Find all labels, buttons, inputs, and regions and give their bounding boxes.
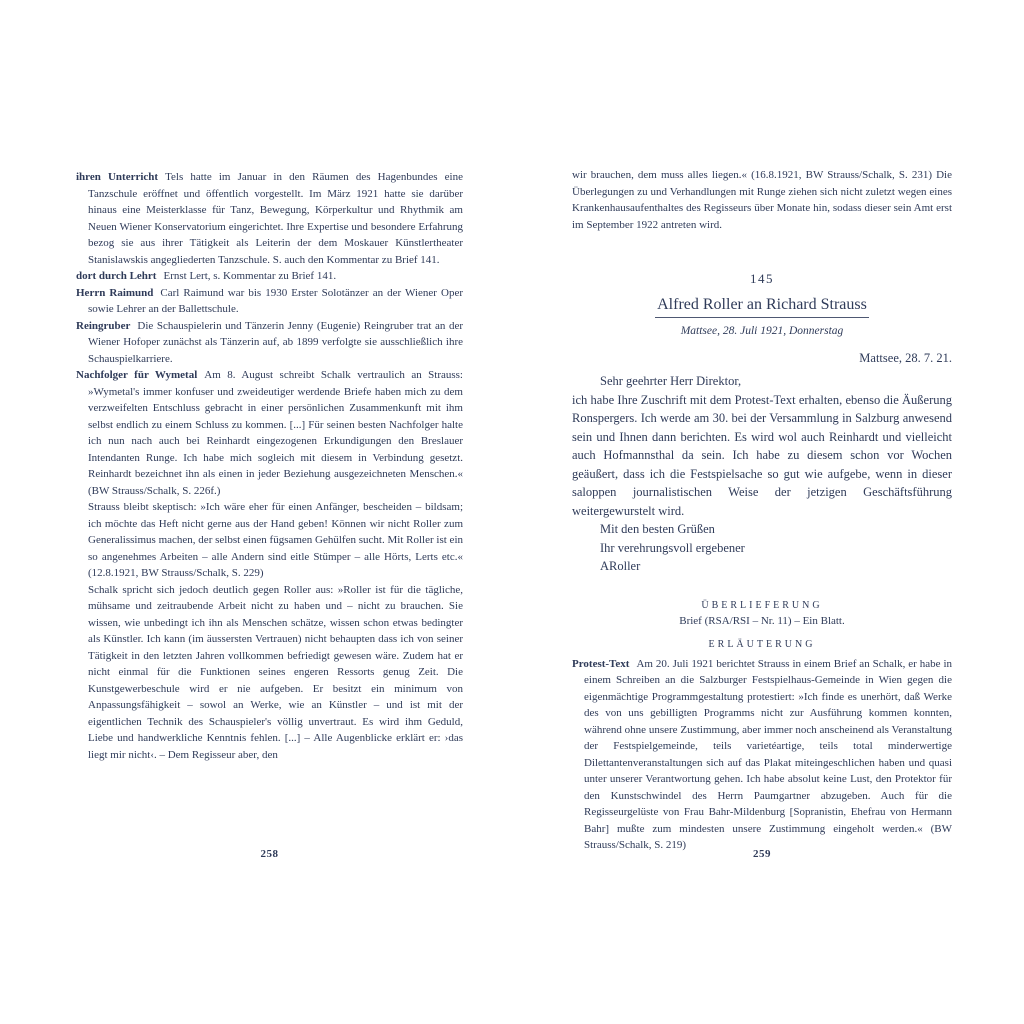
commentary-paragraph — [76, 367, 463, 499]
left-page — [76, 169, 463, 763]
entry-lemma: Nachfolger für Wymetal — [76, 369, 198, 381]
ueberlieferung-text: Brief (RSA/RSI – Nr. 11) – Ein Blatt. — [679, 614, 845, 627]
ueberlieferung-heading: ÜBERLIEFERUNG — [701, 599, 823, 611]
entry-text: Am 20. Juli 1921 berichtet Strauss in einem Brief an Schalk, er habe in einem Schreiben an die Salzburger Festspielhaus-Gemeinde in Wien gegen die eigenmächtige Programmgestaltung protestiert: »Ich finde es unerhört, daß Werke des von uns gebilligten Programms nicht zur Ausführung kommen konnten, während ohne unsere Zustimmung, aber immer noch anscheinend als Veranstaltung der Festspielgemeinde, teils varietéartige, teils total minderwertige Dilettantenveranstaltungen sich auf das Plakat miteingeschlichen haben und quasi unter unserer Verantwortung gehen. Ich habe absolut keine Lust, den Protektor für den Kunstschwindel des Herrn Paumgartner abzugeben. Auch für die Regisseurgelüste von Frau Bahr-Mildenburg [Sopranistin, Ehefrau von Hermann Bahr] mußte zum mindesten unsere Zustimmung eingeholt werden.« (BW Strauss/Schalk, S. 219) — [584, 657, 952, 851]
letter-dateline: Mattsee, 28. Juli 1921, Donnerstag — [680, 325, 844, 337]
commentary-paragraph — [76, 318, 463, 368]
commentary-paragraph — [76, 285, 463, 318]
entry-lemma: Reingruber — [76, 319, 131, 332]
page-number-right: 259 — [753, 848, 771, 860]
letter-closing-line: Ihr verehrungsvoll ergebener — [600, 540, 745, 555]
entry-lemma: Protest-Text — [572, 657, 630, 670]
letter-salutation: Sehr geehrter Herr Direktor, — [600, 374, 742, 388]
letter-signature: ARoller — [600, 559, 641, 573]
page-number-left: 258 — [260, 848, 279, 860]
entry-text: Tels hatte im Januar in den Räumen des Hagenbundes eine Tanzschule eröffnet und öffentlich vorgestellt. Im März 1921 hatte sie darüber hinaus eine Meisterklasse für Tanz, Bewegung, Körperkultur und Rhythmik am Neuen Wiener Konservatorium eingerichtet. Ihre Expertise und besondere Erfahrung bezog sie aus ihrer Tätigkeit als Leiterin der dem Moskauer Künstlertheater Stanislawskis angegliederten Tanzschule. S. auch den Kommentar zu Brief 141. — [88, 171, 463, 266]
commentary-entry — [76, 285, 463, 318]
letter-closing-line: Mit den besten Grüßen — [600, 522, 715, 536]
commentary-entry — [76, 318, 463, 368]
letter-place-date: Mattsee, 28. 7. 21. — [859, 351, 952, 365]
letter-text: ich habe Ihre Zuschrift mit dem Protest-Text erhalten, ebenso die Äußerung Ronspergers. Ich werde am 30. bei der Versammlung in Salzburg anwesend sein und Ihnen dann berichten. Es wird wol auch Reinhardt und vielleicht auch Hofmannsthal da sein. Ich habe zu diesem schon vor Wochen geäußert, dass ich die Festspielsache so gut wie aufgebe, wenn in dieser saloppen journalistischen Weise der jetzigen Geschäftsführung weitergewurstelt wird. — [572, 392, 952, 518]
letter-title-wrap — [572, 296, 952, 318]
commentary-entry — [76, 367, 463, 763]
commentary-entry — [572, 656, 952, 854]
commentary-paragraph — [76, 169, 463, 268]
entry-text: Die Schauspielerin und Tänzerin Jenny (Eugenie) Reingruber trat an der Wiener Hofoper zunächst als Tänzerin auf, ab 1899 verfolgte sie ausschließlich ihre Schauspielkarriere. — [88, 319, 463, 365]
commentary-paragraph: Strauss bleibt skeptisch: »Ich wäre eher für einen Anfänger, bescheiden – bildsam; ich möchte das Heft nicht gerne aus der Hand geben! Können wir nicht Roller zum Generalissimus machen, der selbst einen fügsamen Gehülfen sucht. Mit Roller ist ein so angenehmes Arbeiten – alle Andern sind eitle Stümper – alle Hörts, Lerts etc.« (12.8.1921, BW Strauss/Schalk, S. 229) — [88, 501, 463, 579]
entry-lemma: Herrn Raimund — [76, 286, 154, 299]
letter-number: 145 — [750, 271, 774, 286]
commentary-entry — [76, 268, 463, 285]
erlaeuterung-heading: ERLÄUTERUNG — [708, 638, 816, 650]
right-page — [572, 167, 952, 854]
commentary-paragraph: Schalk spricht sich jedoch deutlich gegen Roller aus: »Roller ist für die tägliche, mühsame und zeitraubende Arbeit nicht zu haben und – nicht zu brauchen. Sie wissen, wie unbedingt ich ihn als Menschen schätze, wissen schon etwas bedingter als Künstler. Ich kann (im äussersten Vertrauen) nicht behaupten dass ich von seiner Tätigkeit in den letzten Jahren vollkommen befriedigt gewesen wäre. Zudem hat er nicht einmal für die Funktionen seines engeren Ressorts genug Zeit. Die Kunstgewerbeschule wird er nie aufgeben. Er besitzt ein minimum von Anpassungsfähigkeit – sowol an Werke, wie an Künstler – und ist mit der eigentlichen Technik des Schauspieler's völlig unvertraut. Es wird ihm Geduld, Liebe und handwerkliche Kenntnis fehlen. [...] – Alle Augenblicke erklärt er: ›das liegt mir nicht‹. – Dem Regisseur aber, den — [88, 583, 463, 761]
commentary-continuation: wir brauchen, dem muss alles liegen.« (16.8.1921, BW Strauss/Schalk, S. 231) Die Überlegungen zu und Verhandlungen mit Runge ziehen sich nicht zuletzt wegen eines Krankenhausaufenthaltes des Regisseurs über Monate hin, sodass dieser sein Amt erst im September 1922 antreten wird. — [572, 169, 952, 231]
letter-title: Alfred Roller an Richard Strauss — [655, 296, 869, 318]
entry-lemma: ihren Unterricht — [76, 171, 159, 183]
entry-text: Ernst Lert, s. Kommentar zu Brief 141. — [163, 270, 337, 282]
entry-lemma: dort durch Lehrt — [76, 270, 157, 282]
entry-text: Am 8. August schreibt Schalk vertraulich an Strauss: »Wymetal's immer konfuser und zweideutiger werdende Briefe haben mich zu dem verzweifelten Entschluss gebracht in einer persönlichen Zusammenkunft mit ihm selbst endlich zu einem Schluss zu kommen. [...] Für seinen besten Nachfolger halte ich nun nach auch bei Reinhardt eingezogenen Erkundigungen den Breslauer Intendanten Runge. Ich habe mich sogleich mit diesem in Verbindung gesetzt. Reinhardt bezeichnet ihn als einen in jeder Beziehung ausgezeichneten Menschen.« (BW Strauss/Schalk, S. 226f.) — [88, 369, 463, 497]
letter-body — [572, 372, 952, 576]
entry-text: Carl Raimund war bis 1930 Erster Solotänzer an der Wiener Oper sowie Lehrer an der Ballettschule. — [88, 286, 464, 315]
commentary-entry — [76, 169, 463, 268]
commentary-paragraph — [76, 268, 463, 285]
commentary-paragraph — [572, 656, 952, 854]
